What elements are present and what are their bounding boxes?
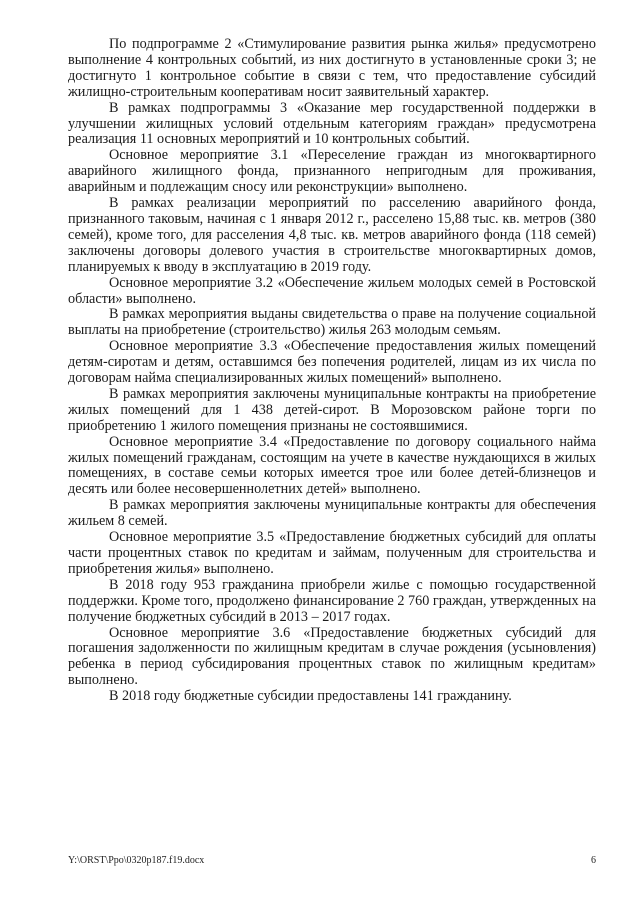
paragraph-measure-3-6: Основное мероприятие 3.6 «Предоставление бюджетных субсидий для погашения задолженности по жилищным кредитам в случае рождения (усыновления) ребенка в период субсидирования процентных ставок по жилищным кредитам» выполнено.: [68, 624, 596, 689]
paragraph-measure-3-2: Основное мероприятие 3.2 «Обеспечение жильем молодых семей в Ростовской области» выполнено.: [68, 274, 596, 307]
paragraph-measure-3-2-details: В рамках мероприятия выданы свидетельства о праве на получение социальной выплаты на приобретение (строительство) жилья 263 молодым семьям.: [68, 306, 596, 339]
paragraph-measure-3-5: Основное мероприятие 3.5 «Предоставление бюджетных субсидий для оплаты части процентных ставок по кредитам и займам, полученным для строительства и приобретения жилья» выполнено.: [68, 529, 596, 577]
paragraph-measure-3-1: Основное мероприятие 3.1 «Переселение граждан из многоквартирного аварийного жилищного фонда, признанного непригодным для проживания, аварийным и подлежащим сносу или реконструкции» выполнено.: [68, 147, 596, 196]
document-body: [68, 37, 596, 705]
paragraph-measure-3-5-details: В 2018 году 953 гражданина приобрели жилье с помощью государственной поддержки. Кроме того, продолжено финансирование 2 760 граждан, утвержденных на получение бюджетных субсидий в 2013 – 2017 годах.: [68, 576, 596, 625]
paragraph-measure-3-4: Основное мероприятие 3.4 «Предоставление по договору социального найма жилых помещений гражданам, состоящим на учете в качестве нуждающихся в жилых помещениях, в составе семьи которых имеется трое или более детей-близнецов и десять или более несовершеннолетних детей» выполнено.: [68, 433, 596, 498]
page-number: 6: [591, 855, 596, 866]
paragraph-measure-3-6-details: В 2018 году бюджетные субсидии предоставлены 141 гражданину.: [109, 688, 512, 705]
paragraph-measure-3-1-details: В рамках реализации мероприятий по расселению аварийного фонда, признанного таковым, начиная с 1 января 2012 г., расселено 15,88 тыс. кв. метров (380 семей), кроме того, для расселения 4,8 тыс. кв. метров аварийного фонда (118 семей) заключены договоры долевого участия в строительстве многоквартирных домов, планируемых к вводу в эксплуатацию в 2019 году.: [68, 195, 596, 275]
paragraph-measure-3-3-details: В рамках мероприятия заключены муниципальные контракты на приобретение жилых помещений для 1 438 детей-сирот. В Морозовском районе торги по приобретению 1 жилого помещения признаны не состоявшимися.: [68, 385, 596, 434]
paragraph-subprogram-2: По подпрограмме 2 «Стимулирование развития рынка жилья» предусмотрено выполнение 4 контрольных событий, из них достигнуто в установленные сроки 3; не достигнуто 1 контрольное событие в связи с тем, что предоставление субсидий жилищно-строительным кооперативам носит заявительный характер.: [68, 36, 596, 100]
paragraph-measure-3-3: Основное мероприятие 3.3 «Обеспечение предоставления жилых помещений детям-сиротам и детям, оставшимся без попечения родителей, лицам из их числа по договорам найма специализированных жилых помещений» выполнено.: [68, 338, 596, 387]
paragraph-measure-3-4-details: В рамках мероприятия заключены муниципальные контракты для обеспечения жильем 8 семей.: [68, 497, 596, 530]
paragraph-subprogram-3: В рамках подпрограммы 3 «Оказание мер государственной поддержки в улучшении жилищных условий отдельным категориям граждан» предусмотрена реализация 11 основных мероприятий и 10 контрольных событий.: [68, 99, 596, 148]
page-footer: [68, 855, 596, 867]
footer-file-path: Y:\ORST\Ppo\0320p187.f19.docx: [68, 855, 205, 866]
